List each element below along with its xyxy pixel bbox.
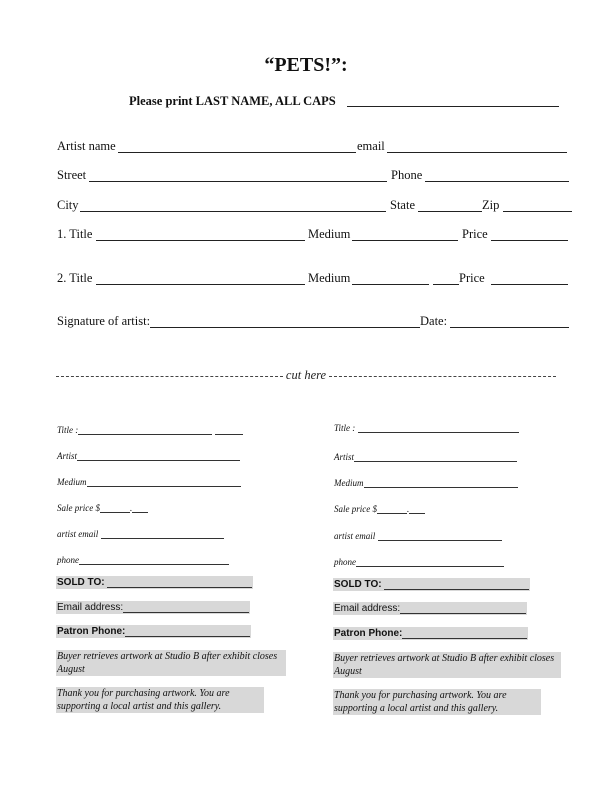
artist-name-label: Artist name <box>57 139 116 153</box>
tag-left-buyer-note: Buyer retrieves artwork at Studio B after exhibit closes August <box>56 650 286 676</box>
last-name-field[interactable] <box>347 106 559 107</box>
tag-right-medium[interactable] <box>334 478 518 488</box>
tag-phone-label: phone <box>57 555 79 565</box>
price2-label: Price <box>459 271 485 285</box>
tag-right-patron-phone[interactable] <box>333 627 528 640</box>
tag-right-sold-to[interactable] <box>333 578 530 591</box>
city-field[interactable] <box>80 211 386 212</box>
tag-right-phone[interactable] <box>334 557 504 567</box>
email-address-label: Email address: <box>57 602 124 613</box>
signature-label: Signature of artist: <box>57 314 151 328</box>
sold-to-label: SOLD TO: <box>57 577 105 588</box>
tag-phone-label: phone <box>334 557 356 567</box>
tag-right-artist-email[interactable] <box>334 531 502 541</box>
price1-field[interactable] <box>491 240 568 241</box>
tag-medium-label: Medium <box>334 478 364 488</box>
tag-title-label: Title : <box>57 425 79 435</box>
title2-label: 2. Title <box>57 271 93 285</box>
street-field[interactable] <box>89 181 387 182</box>
tag-artist-label: Artist <box>334 452 355 462</box>
signature-field[interactable] <box>150 327 420 328</box>
zip-field[interactable] <box>503 211 572 212</box>
tag-right-artist[interactable] <box>334 452 517 462</box>
tag-left-artist[interactable] <box>57 451 240 461</box>
tag-artist-email-label: artist email <box>57 529 99 539</box>
price1-label: Price <box>462 227 488 241</box>
date-label: Date: <box>420 314 448 328</box>
price2-field[interactable] <box>491 284 568 285</box>
page-title: “PETS!”: <box>264 54 348 76</box>
title1-label: 1. Title <box>57 227 93 241</box>
tag-left-title[interactable] <box>57 425 243 435</box>
sold-to-label: SOLD TO: <box>334 579 382 590</box>
name-instruction: Please print LAST NAME, ALL CAPS <box>129 94 336 108</box>
tag-artist-label: Artist <box>57 451 78 461</box>
tag-sale-price-label: Sale price $ <box>334 504 377 514</box>
date-field[interactable] <box>450 327 569 328</box>
medium2-field[interactable] <box>352 284 429 285</box>
patron-phone-label: Patron Phone: <box>57 626 126 637</box>
tag-medium-label: Medium <box>57 477 87 487</box>
tag-left-patron-phone[interactable] <box>56 625 251 638</box>
tag-title-label: Title : <box>334 423 356 433</box>
title1-field[interactable] <box>96 240 305 241</box>
email-field[interactable] <box>387 152 567 153</box>
artist-name-field[interactable] <box>118 152 356 153</box>
tag-left-email-address[interactable] <box>56 601 250 614</box>
email-label: email <box>357 139 385 153</box>
tag-right-thanks-note: Thank you for purchasing artwork. You are supporting a local artist and this gallery. <box>333 689 541 715</box>
medium2-label: Medium <box>308 271 351 285</box>
medium1-label: Medium <box>308 227 351 241</box>
cut-dashes-left <box>56 376 283 377</box>
tag-left-phone[interactable] <box>57 555 229 565</box>
tag-right-title[interactable] <box>334 423 519 433</box>
tag-right-sale-price[interactable]: Sale price $ . <box>334 504 425 514</box>
street-label: Street <box>57 168 87 182</box>
title2-field[interactable] <box>96 284 305 285</box>
phone-field[interactable] <box>425 181 569 182</box>
city-label: City <box>57 198 79 212</box>
medium1-field[interactable] <box>352 240 458 241</box>
tag-left-medium[interactable] <box>57 477 241 487</box>
tag-left-sold-to[interactable] <box>56 576 253 589</box>
tag-left-sale-price[interactable]: Sale price $ . <box>57 503 148 513</box>
state-label: State <box>390 198 415 212</box>
medium2-field-extra[interactable] <box>433 284 459 285</box>
zip-label: Zip <box>482 198 500 212</box>
tag-sale-price-label: Sale price $ <box>57 503 100 513</box>
email-address-label: Email address: <box>334 603 401 614</box>
cut-dashes-right <box>329 376 556 377</box>
tag-right-buyer-note: Buyer retrieves artwork at Studio B after exhibit closes August <box>333 652 561 678</box>
cut-here-label: cut here <box>285 368 327 382</box>
phone-label: Phone <box>391 168 423 182</box>
tag-artist-email-label: artist email <box>334 531 376 541</box>
cut-line <box>56 368 556 383</box>
patron-phone-label: Patron Phone: <box>334 628 403 639</box>
tag-right-email-address[interactable] <box>333 602 527 615</box>
tag-left-thanks-note: Thank you for purchasing artwork. You are supporting a local artist and this gallery. <box>56 687 264 713</box>
state-field[interactable] <box>418 211 482 212</box>
tag-left-artist-email[interactable] <box>57 529 224 539</box>
